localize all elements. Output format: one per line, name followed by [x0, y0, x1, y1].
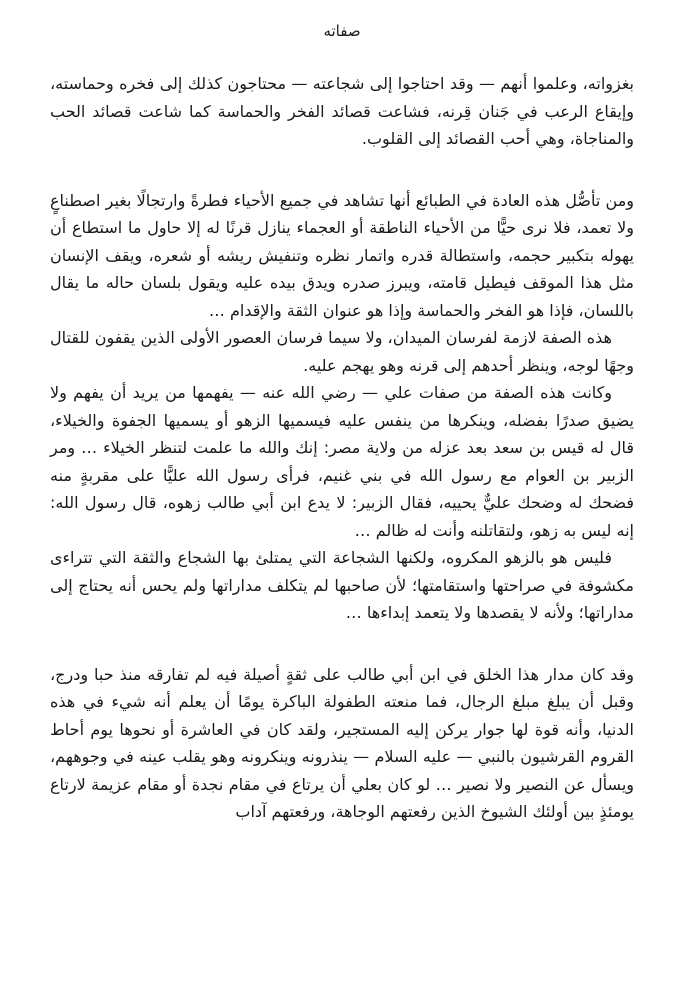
paragraph-1: بغزواته، وعلموا أنهم — وقد احتاجوا إلى شجاعته — محتاجون كذلك إلى فخره وحماسته، وإيقاع الرعب في جَنان قِرنه، فشاعت قصائد الفخر والحماسة كما شاعت قصائد الحب والمناجاة، وهي أحب القصائد إلى القلوب.	[50, 74, 634, 148]
page-title: صفاته	[323, 22, 361, 40]
body-text	[50, 70, 634, 826]
document-page	[50, 0, 634, 1000]
paragraph-3: هذه الصفة لازمة لفرسان الميدان، ولا سيما فرسان العصور الأولى الذين يقفون للقتال وجهًا لوجه، وينظر أحدهم إلى قرنه وهو يهجم عليه.	[50, 328, 634, 375]
paragraph-4: وكانت هذه الصفة من صفات علي — رضي الله عنه — يفهمها من يريد أن يفهم ولا يضيق صدرًا بفضله، وينكرها من ينفس عليه فيسميها الزهو أو يسميها الجفوة والخيلاء، قال له قيس بن سعد بعد عزله من ولاية مصر: إنك والله ما علمت لتنظر الخيلاء … ومر الزبير بن العوام مع رسول الله في بني غنيم، فرأى رسول الله عليًّا على مقربةٍ منه فضحك له وضحك عليٌّ يحييه، فقال الزبير: لا يدع ابن أبي طالب زهوه، قال رسول الله: إنه ليس به زهو، ولتقاتلنه وأنت له ظالم …	[50, 383, 634, 540]
paragraph-5: فليس هو بالزهو المكروه، ولكنها الشجاعة التي يمتلئ بها الشجاع والثقة التي تتراءى مكشوفة في صراحتها واستقامتها؛ لأن صاحبها لم يتكلف مداراتها ولم يحس أنه يحتاج إلى مداراتها؛ ولأنه لا يقصدها ولا يتعمد إبداءها …	[50, 548, 634, 622]
paragraph-6: وقد كان مدار هذا الخلق في ابن أبي طالب على ثقةٍ أصيلة فيه لم تفارقه منذ حبا ودرج، وقبل أن يبلغ مبلغ الرجال، فما منعته الطفولة الباكرة يومًا أن يعلم أنه شيء في هذه الدنيا، وأنه قوة لها جوار يركن إليه المستجير، ولقد كان في العاشرة أو نحوها يوم أحاط القروم القرشيون بالنبي — عليه السلام — ينذرونه وينكرونه وهو يقلب عينه في وجوههم، ويسأل عن النصير ولا نصير … لو كان بعلي أن يرتاع في مقام نجدة أو مقام عزيمة لارتاع يومئذٍ بين أولئك الشيوخ الذين رفعتهم الوجاهة، ورفعتهم آداب	[50, 664, 634, 821]
paragraph-2: ومن تأصُّل هذه العادة في الطبائع أنها تشاهد في جميع الأحياء فطرةً وارتجالًا بغير اصطناعٍ ولا تعمد، فلا نرى حيًّا من الأحياء الناطقة أو العجماء ينازل قرنًا له إلا حاول ما استطاع أن يهوله بتكبير حجمه، واستطالة قدره واتمار نظره وتنفيش ريشه أو شعره، ويقف الإنسان مثل هذا الموقف فيطيل قامته، ويبرز صدره ويدق بيده عليه ويقول بلسان حاله ما يقال باللسان، فإذا هو الفخر والحماسة وإذا هو عنوان الثقة والإقدام …	[50, 190, 634, 320]
